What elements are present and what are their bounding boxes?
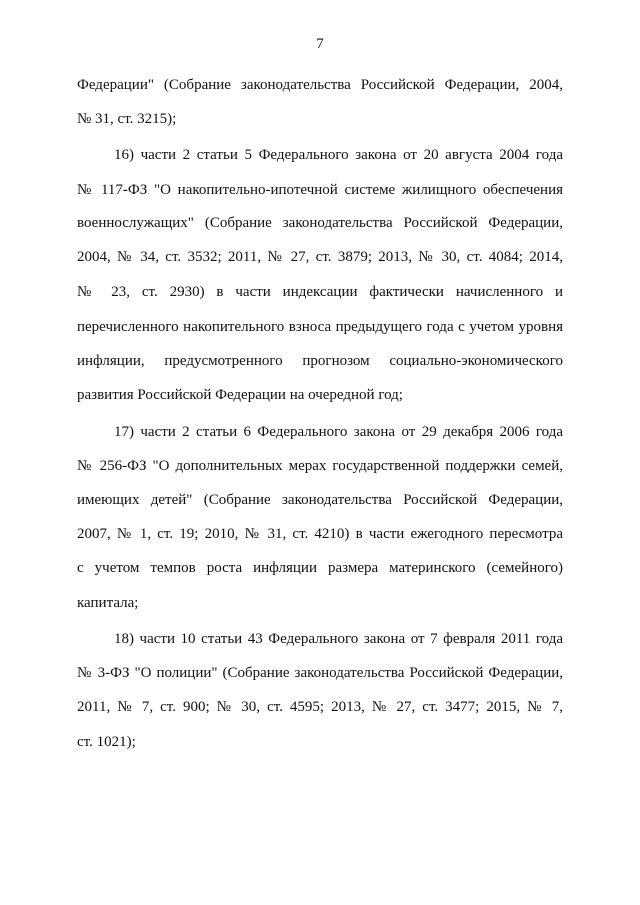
- text-line: инфляции, предусмотренного прогнозом социально-экономического: [77, 353, 563, 369]
- text-line: № 117-ФЗ "О накопительно-ипотечной системе жилищного обеспечения: [77, 182, 563, 198]
- text-line: 2004, № 34, ст. 3532; 2011, № 27, ст. 3879; 2013, № 30, ст. 4084; 2014,: [77, 249, 563, 265]
- text-line: № 3-ФЗ "О полиции" (Собрание законодательства Российской Федерации,: [77, 665, 563, 681]
- text-line: № 23, ст. 2930) в части индексации фактически начисленного и: [77, 284, 563, 300]
- text-line: 16) части 2 статьи 5 Федерального закона от 20 августа 2004 года: [114, 147, 563, 163]
- page-number: 7: [316, 36, 324, 52]
- text-line: 2011, № 7, ст. 900; № 30, ст. 4595; 2013, № 27, ст. 3477; 2015, № 7,: [77, 699, 563, 715]
- text-line: 18) части 10 статьи 43 Федерального закона от 7 февраля 2011 года: [114, 631, 563, 647]
- text-line: развития Российской Федерации на очередной год;: [77, 387, 403, 403]
- text-line: капитала;: [77, 595, 139, 611]
- text-line: 2007, № 1, ст. 19; 2010, № 31, ст. 4210) в части ежегодного пересмотра: [77, 526, 563, 542]
- text-line: № 256-ФЗ "О дополнительных мерах государственной поддержки семей,: [77, 458, 563, 474]
- text-line: имеющих детей" (Собрание законодательства Российской Федерации,: [77, 492, 563, 508]
- text-line: военнослужащих" (Собрание законодательства Российской Федерации,: [77, 215, 563, 231]
- text-line: ст. 1021);: [77, 734, 136, 750]
- text-line: № 31, ст. 3215);: [77, 111, 177, 127]
- text-line: с учетом темпов роста инфляции размера материнского (семейного): [77, 560, 563, 576]
- text-line: перечисленного накопительного взноса предыдущего года с учетом уровня: [77, 319, 563, 335]
- text-line: Федерации" (Собрание законодательства Российской Федерации, 2004,: [77, 77, 563, 93]
- text-line: 17) части 2 статьи 6 Федерального закона от 29 декабря 2006 года: [114, 424, 563, 440]
